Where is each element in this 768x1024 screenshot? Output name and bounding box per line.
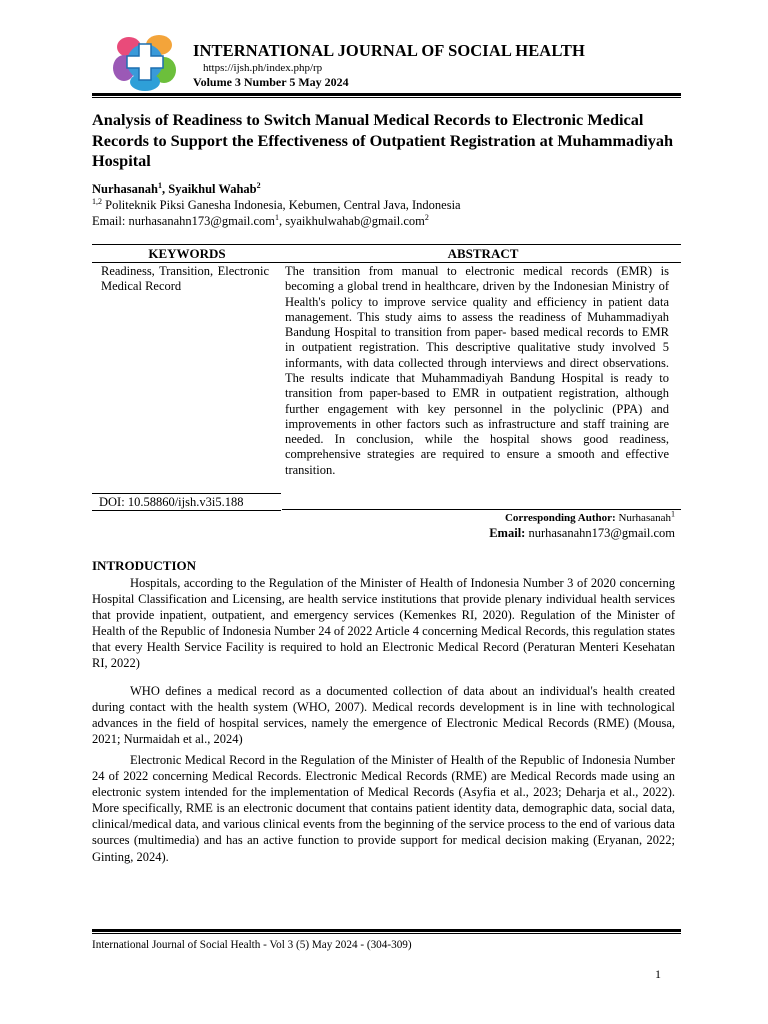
footer-divider — [92, 929, 681, 932]
table-bottom-rule — [282, 509, 681, 510]
corresponding-label: Corresponding Author: — [504, 512, 616, 524]
email-link[interactable]: syaikhulwahab@gmail.com — [285, 214, 425, 228]
corresponding-author — [504, 509, 675, 524]
keywords-header: KEYWORDS — [148, 246, 226, 261]
author-superscript: 2 — [256, 180, 261, 190]
header-divider-thin — [92, 97, 681, 98]
corresponding-superscript: 1 — [671, 509, 675, 519]
page-number: 1 — [655, 967, 661, 981]
journal-url[interactable]: https://ijsh.ph/index.php/rp — [203, 62, 323, 74]
table-header-rule — [92, 262, 681, 263]
section-heading-introduction: INTRODUCTION — [92, 558, 197, 573]
author-list — [92, 182, 261, 197]
corresponding-email-link[interactable]: nurhasanahn173@gmail.com — [525, 526, 675, 540]
abstract-header: ABSTRACT — [447, 246, 519, 261]
author-name: Nurhasanah — [92, 182, 158, 196]
journal-volume: Volume 3 Number 5 May 2024 — [193, 75, 349, 89]
doi-link[interactable]: DOI: 10.58860/ijsh.v3i5.188 — [99, 495, 244, 509]
footer-citation: International Journal of Social Health - Vol 3 (5) May 2024 - (304-309) — [92, 939, 412, 951]
affiliation — [92, 198, 461, 213]
corresponding-email — [489, 526, 675, 541]
author-emails — [92, 214, 429, 229]
body-paragraph: Hospitals, according to the Regulation of the Minister of Health of Indonesia Number 3 of 2020 concerning Hospital Classification and Licensing, are health service institutions that provide plenary individual health services that provide inpatient, outpatient, and emergency services (Kemenkes RI, 2020). Regulation of the Minister of Health of the Republic of Indonesia Number 24 of 2022 Article 4 concerning Medical Records, this regulation states that every Health Service Facility is required to hold an Electronic Medical Record (Peraturan Menteri Kesehatan RI, 2022) — [92, 576, 675, 671]
table-top-rule — [92, 244, 681, 245]
author-name: Syaikhul Wahab — [168, 182, 257, 196]
author-separator: , — [162, 182, 169, 196]
keywords-text: Readiness, Transition, Electronic Medical Record — [101, 264, 269, 294]
journal-title: INTERNATIONAL JOURNAL OF SOCIAL HEALTH — [193, 41, 585, 60]
abstract-text: The transition from manual to electronic medical records (EMR) is becoming a global trend in healthcare, driven by the Indonesian Ministry of Health's policy to improve service quality and efficiency in patient data management. This study aims to assess the readiness of Muhammadiyah Bandung Hospital to transition from paper- based medical records to EMR in outpatient registration. This descriptive qualitative study involved 5 informants, with data collected through interviews and direct observations. The results indicate that Muhammadiyah Bandung Hospital is ready to transition from paper-based to EMR in outpatient registration, although further engagement with key personnel in the polyclinic (PPA) and improvements in other factors such as infrastructure and staff training are needed. In conclusion, while the hospital shows good readiness, comprehensive strategies are required to ensure a smooth and effective transition. — [285, 264, 669, 477]
email-superscript: 2 — [424, 212, 429, 222]
body-paragraph: WHO defines a medical record as a documented collection of data about an individual's health created during contact with the health system (WHO, 2007). Medical records development is in line with technological advances in the field of hospital services, namely the emergence of Electronic Medical Records (RME) (Mousa, 2021; Nurmaidah et al., 2024) — [92, 684, 675, 747]
email-link[interactable]: nurhasanahn173@gmail.com — [128, 214, 275, 228]
medical-cross-logo-icon — [111, 32, 179, 92]
email-superscript: 1 — [275, 212, 279, 222]
corresponding-name: Nurhasanah — [615, 512, 671, 524]
corresponding-email-label: Email: — [489, 526, 526, 540]
header-divider — [92, 93, 681, 96]
affiliation-superscript: 1,2 — [92, 196, 102, 206]
body-paragraph: Electronic Medical Record in the Regulation of the Minister of Health of the Republic of Indonesia Number 24 of 2022 concerning Medical Records. Electronic Medical Records (RME) are Medical Records made using an electronic system intended for the implementation of Medical Records (Asyfia et al., 2023; Deharja et al., 2022). More specifically, RME is an electronic document that contains patient identity data, demographic data, social data, clinical/medical data, and various clinical events from the beginning of the service process to the end of various data sources (multimedia) and has an active function to provide support for medical decision making (Eryanan, 2022; Ginting, 2024). — [92, 753, 675, 864]
paper-title: Analysis of Readiness to Switch Manual Medical Records to Electronic Medical Records to Support the Effectiveness of Outpatient Registration at Muhammadiyah Hospital — [92, 110, 674, 170]
footer-divider-thin — [92, 933, 681, 934]
email-label: Email: — [92, 214, 129, 228]
email-separator: , — [279, 214, 286, 228]
affiliation-text: Politeknik Piksi Ganesha Indonesia, Kebumen, Central Java, Indonesia — [102, 198, 461, 212]
author-superscript: 1 — [158, 180, 162, 190]
